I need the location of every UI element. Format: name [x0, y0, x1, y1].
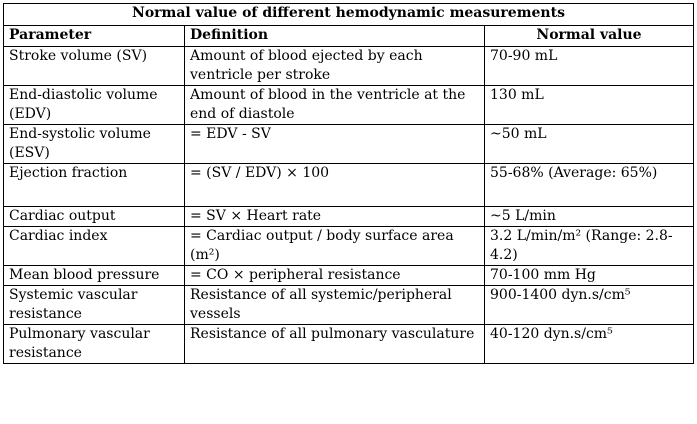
cell-parameter: Cardiac index [4, 227, 185, 266]
cell-definition: = (SV / EDV) × 100 [185, 164, 485, 207]
cell-parameter: Cardiac output [4, 207, 185, 227]
table-row [4, 47, 694, 86]
cell-definition: Amount of blood ejected by each ventricle per stroke [185, 47, 485, 86]
cell-parameter: End-systolic volume (ESV) [4, 125, 185, 164]
cell-normal-value: 130 mL [485, 86, 694, 125]
cell-parameter: Systemic vascular resistance [4, 286, 185, 325]
table-row [4, 266, 694, 286]
header-normal-value: Normal value [485, 26, 694, 47]
table-row [4, 286, 694, 325]
cell-normal-value: 55-68% (Average: 65%) [485, 164, 694, 207]
table-row [4, 125, 694, 164]
cell-normal-value: 70-90 mL [485, 47, 694, 86]
cell-normal-value: 70-100 mm Hg [485, 266, 694, 286]
cell-parameter: Pulmonary vascular resistance [4, 325, 185, 364]
table-title-row [4, 4, 694, 26]
cell-definition: = CO × peripheral resistance [185, 266, 485, 286]
table-row [4, 164, 694, 207]
cell-normal-value: ~50 mL [485, 125, 694, 164]
cell-normal-value: 3.2 L/min/m² (Range: 2.8-4.2) [485, 227, 694, 266]
cell-normal-value: ~5 L/min [485, 207, 694, 227]
table-row [4, 207, 694, 227]
cell-definition: Amount of blood in the ventricle at the end of diastole [185, 86, 485, 125]
cell-normal-value: 40-120 dyn.s/cm⁵ [485, 325, 694, 364]
table-header-row [4, 26, 694, 47]
table-row [4, 86, 694, 125]
cell-definition: Resistance of all systemic/peripheral vessels [185, 286, 485, 325]
header-definition: Definition [185, 26, 485, 47]
cell-definition: = EDV - SV [185, 125, 485, 164]
cell-parameter: End-diastolic volume (EDV) [4, 86, 185, 125]
cell-normal-value: 900-1400 dyn.s/cm⁵ [485, 286, 694, 325]
cell-parameter: Mean blood pressure [4, 266, 185, 286]
table-title: Normal value of different hemodynamic measurements [4, 4, 694, 26]
table-row [4, 325, 694, 364]
cell-parameter: Stroke volume (SV) [4, 47, 185, 86]
table-row [4, 227, 694, 266]
header-parameter: Parameter [4, 26, 185, 47]
cell-parameter: Ejection fraction [4, 164, 185, 207]
cell-definition: Resistance of all pulmonary vasculature [185, 325, 485, 364]
cell-definition: = Cardiac output / body surface area (m²) [185, 227, 485, 266]
hemodynamic-table [3, 3, 694, 364]
cell-definition: = SV × Heart rate [185, 207, 485, 227]
